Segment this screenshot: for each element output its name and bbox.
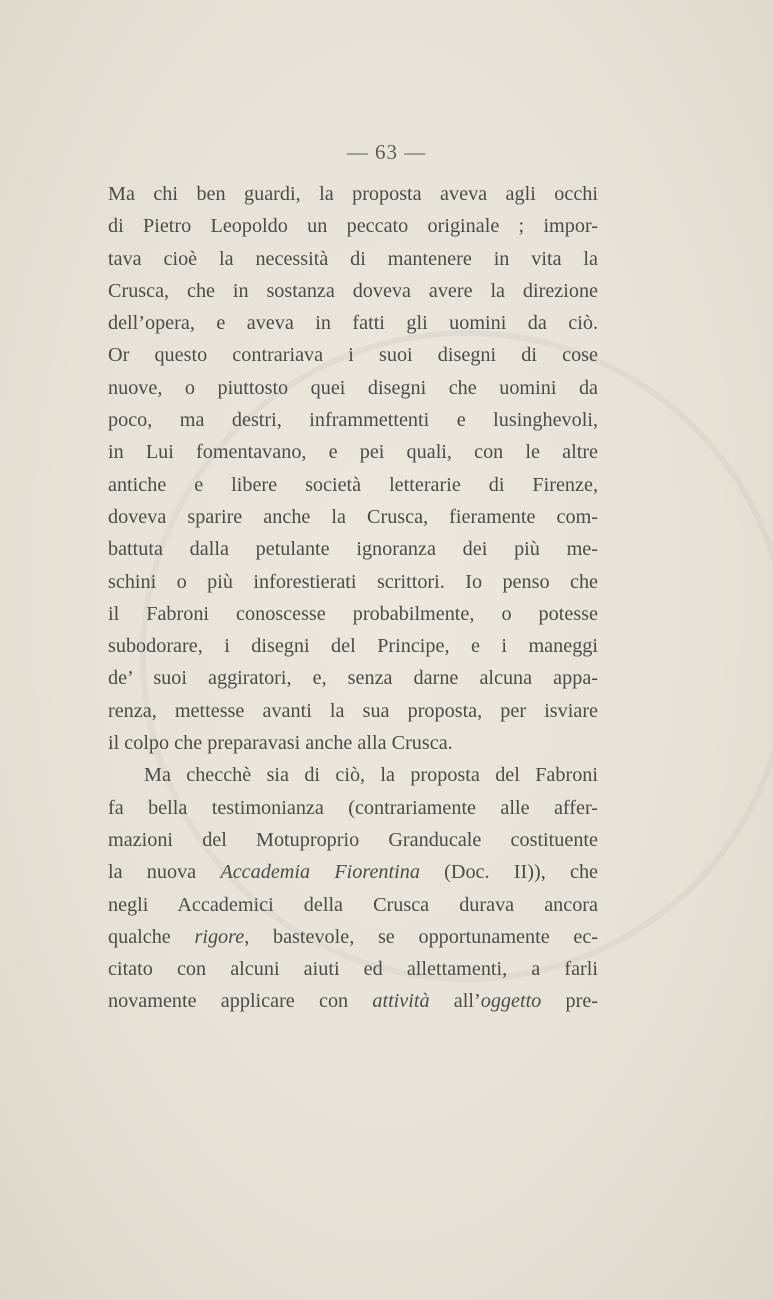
text-line: il colpo che preparavasi anche alla Crusca. [108,732,453,755]
text-line: nuove, o piuttosto quei disegni che uomini da [108,376,598,399]
text-line: Ma chi ben guardi, la proposta aveva agli occhi [108,183,598,205]
text-line: Crusca, che in sostanza doveva avere la direzione [108,279,598,302]
text-line [108,985,598,1017]
text-line: citato con alcuni aiuti ed allettamenti, a farli [108,958,598,981]
text-run: all’ [429,990,481,1013]
text-run: qualche [108,925,195,948]
italic-text: oggetto [480,990,542,1013]
text-run: la nuova [108,861,221,884]
text-line: fa bella testimonianza (contrariamente alle affer- [108,796,598,819]
text-run: novamente applicare con [108,990,373,1013]
text-line [108,921,598,953]
page-number: — 63 — [346,140,427,164]
text-line: di Pietro Leopoldo un peccato originale ; impor- [108,215,598,238]
text-line: de’ suoi aggiratori, e, senza darne alcuna appa- [108,667,598,690]
text-line: tava cioè la necessità di mantenere in vita la [108,247,598,270]
text-run: , bastevole, se opportunamente ec- [244,925,598,948]
text-line: Or questo contrariava i suoi disegni di cose [108,344,598,367]
text-line: poco, ma destri, inframmettenti e lusinghevoli, [108,409,598,432]
text-line: Ma checchè sia di ciò, la proposta del Fabroni [144,764,598,787]
text-line: battuta dalla petulante ignoranza dei più me- [108,538,598,561]
text-run: (Doc. II)), che [419,861,599,884]
text-line: schini o più inforestierati scrittori. Io penso che [108,570,598,593]
text-line: subodorare, i disegni del Principe, e i maneggi [108,635,598,658]
text-line: negli Accademici della Crusca durava ancora [108,893,598,916]
text-line: il Fabroni conoscesse probabilmente, o potesse [108,602,598,625]
text-line: mazioni del Motuproprio Granducale costituente [108,828,598,851]
italic-text: attività [372,990,430,1013]
text-line: renza, mettesse avanti la sua proposta, per isviare [108,699,598,722]
italic-text: rigore [194,925,245,948]
text-line: dell’opera, e aveva in fatti gli uomini da ciò. [108,312,598,335]
text-run: pre- [541,990,599,1013]
text-line: antiche e libere società letterarie di Firenze, [108,473,598,496]
text-line [108,856,598,888]
italic-text: Accademia Fiorentina [220,861,420,884]
text-line: in Lui fomentavano, e pei quali, con le altre [108,441,598,464]
body-text [108,178,598,1018]
text-line: doveva sparire anche la Crusca, fieramente com- [108,505,598,528]
